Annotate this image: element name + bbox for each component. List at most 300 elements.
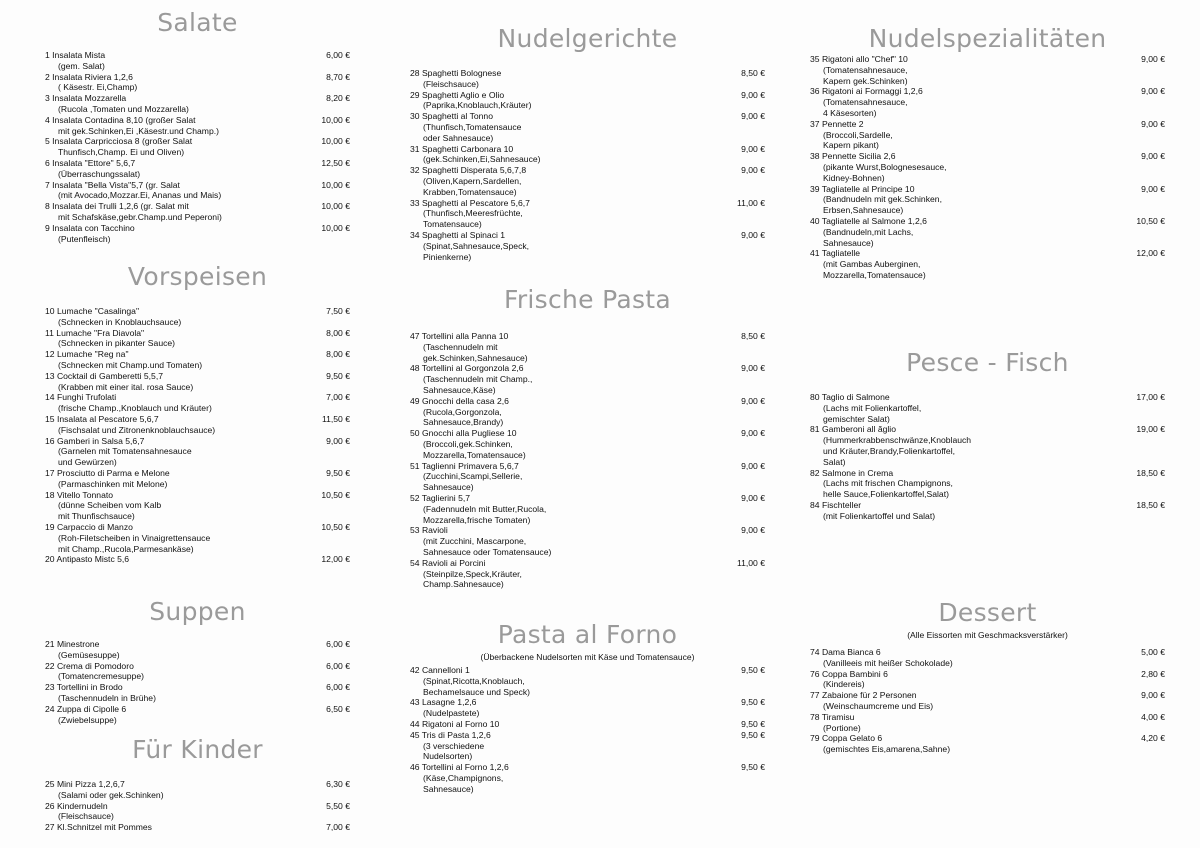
dish-description: Bechamelsauce und Speck): [423, 686, 531, 697]
dish-price: 9,00 €: [741, 428, 765, 439]
dish-description: Sahnesauce): [423, 482, 474, 493]
menu-item: [410, 90, 765, 112]
dish-price: 9,00 €: [741, 525, 765, 536]
dish-name: 28 Spaghetti Bolognese: [410, 68, 502, 78]
menu-item: [410, 230, 765, 262]
menu-item: [410, 461, 765, 493]
menu-item: [810, 151, 1165, 183]
section-title: Salate: [157, 8, 238, 37]
dish-description: (Fadennudeln mit Butter,Rucola,: [423, 503, 547, 514]
menu-item: [45, 436, 350, 468]
menu-item-list: [45, 306, 350, 565]
menu-item: [810, 392, 1165, 424]
dish-description: mit Champ.,Rucola,Parmesankäse): [58, 543, 194, 554]
dish-price: 9,00 €: [741, 111, 765, 122]
dish-price: 8,50 €: [741, 68, 765, 78]
dish-name: 29 Spaghetti Aglio e Olio: [410, 89, 505, 100]
dish-price: 8,50 €: [741, 331, 765, 341]
dish-description: (Nudelpastete): [423, 708, 480, 719]
menu-item: [45, 682, 350, 704]
dish-name: 78 Tiramisu: [810, 711, 855, 722]
dish-name: 12 Lumache "Reg na": [45, 349, 129, 360]
dish-name: 49 Gnocchi della casa 2,6: [410, 395, 509, 406]
dish-name: 8 Insalata dei Trulli 1,2,6 (gr. Salat mit: [45, 201, 189, 212]
dish-description: Champ.Sahnesauce): [423, 579, 504, 590]
dish-description: ( Käsestr. Ei,Champ): [58, 82, 138, 93]
dish-description: (gemischtes Eis,amarena,Sahne): [823, 744, 951, 755]
dish-description: Salat): [823, 456, 846, 467]
dish-description: Kapern gek.Schinken): [823, 75, 908, 86]
dish-price: 18,50 €: [1136, 499, 1165, 510]
menu-section-salate: [45, 8, 350, 244]
dish-description: mit Schafskäse,gebr.Champ.und Peperoni): [58, 211, 222, 222]
menu-item: [45, 115, 350, 137]
dish-description: (Oliven,Kapern,Sardellen,: [423, 175, 522, 186]
menu-item-list: [45, 50, 350, 244]
dish-price: 9,50 €: [741, 697, 765, 708]
menu-item: [410, 363, 765, 395]
dish-description: (3 verschiedene: [423, 740, 485, 751]
dish-description: (Fleischsauce): [423, 78, 479, 89]
dish-price: 9,50 €: [741, 718, 765, 729]
dish-price: 10,50 €: [1136, 215, 1165, 226]
menu-item: [410, 428, 765, 460]
dish-description: (Portione): [823, 722, 861, 733]
section-title: Nudelspezialitäten: [868, 24, 1107, 53]
menu-item: [410, 558, 765, 590]
dish-price: 9,50 €: [741, 762, 765, 773]
dish-name: 76 Coppa Bambini 6: [810, 668, 888, 679]
menu-section-suppen: [45, 597, 350, 725]
menu-item: [810, 119, 1165, 151]
dish-name: 9 Insalata con Tacchino: [45, 222, 135, 233]
dish-name: 74 Dama Bianca 6: [810, 647, 881, 657]
dish-description: gek.Schinken,Sahnesauce): [423, 352, 528, 363]
menu-item: [45, 779, 350, 801]
menu-item-list: [810, 647, 1165, 755]
dish-description: (Tomatencremesuppe): [58, 671, 144, 682]
menu-section-pesce-fisch: [810, 348, 1165, 522]
menu-item: [45, 371, 350, 393]
dish-description: mit gek.Schinken,Ei ,Käsestr.und Champ.): [58, 125, 219, 136]
section-note: (Überbackene Nudelsorten mit Käse und Tomatensauce): [480, 652, 695, 662]
section-title: Dessert: [938, 598, 1037, 627]
dish-name: 38 Pennette Sicilia 2,6: [810, 151, 896, 162]
dish-description: (Zucchini,Scampi,Sellerie,: [423, 471, 523, 482]
menu-item-list: [45, 639, 350, 725]
dish-name: 33 Spaghetti al Pescatore 5,6,7: [410, 197, 530, 208]
dish-name: 35 Rigatoni allo "Chef" 10: [810, 54, 908, 64]
dish-description: Kapern pikant): [823, 140, 879, 151]
menu-item: [45, 72, 350, 94]
dish-name: 5 Insalata Carpricciosa 8 (großer Salat: [45, 136, 193, 147]
dish-description: (Broccoli,gek.Schinken,: [423, 438, 513, 449]
dish-name: 32 Spaghetti Disperata 5,6,7,8: [410, 165, 527, 176]
dish-description: (Bandnudeln mit gek.Schinken,: [823, 194, 942, 205]
dish-description: (Schnecken in pikanter Sauce): [58, 338, 176, 349]
dish-description: (Bandnudeln,mit Lachs,: [823, 226, 914, 237]
dish-price: 11,50 €: [321, 413, 350, 424]
dish-description: (Rucola,Gorgonzola,: [423, 406, 502, 417]
menu-item: [45, 392, 350, 414]
menu-item: [810, 184, 1165, 216]
menu-item: [810, 712, 1165, 734]
dish-description: (Lachs mit Folienkartoffel,: [823, 402, 922, 413]
dish-description: und Kräuter,Brandy,Folienkartoffel,: [823, 445, 956, 456]
dish-price: 6,00 €: [326, 660, 350, 671]
dish-name: 44 Rigatoni al Forno 10: [410, 718, 500, 729]
dish-name: 15 Insalata al Pescatore 5,6,7: [45, 413, 159, 424]
dish-name: 43 Lasagne 1,2,6: [410, 697, 477, 708]
dish-description: Sahnesauce oder Tomatensauce): [423, 546, 552, 557]
dish-description: (Überraschungssalat): [58, 168, 141, 179]
dish-price: 9,50 €: [741, 665, 765, 675]
dish-price: 7,00 €: [326, 822, 350, 833]
dish-name: 26 Kindernudeln: [45, 800, 108, 811]
menu-item: [410, 165, 765, 197]
menu-item: [810, 669, 1165, 691]
dish-price: 9,00 €: [1141, 54, 1165, 64]
dish-price: 8,20 €: [326, 93, 350, 104]
dish-description: Mozzarella,frische Tomaten): [423, 514, 531, 525]
dish-description: (mit Zucchini, Mascarpone,: [423, 536, 527, 547]
dish-name: 39 Tagliatelle al Principe 10: [810, 183, 915, 194]
menu-item: [810, 424, 1165, 467]
dish-description: (gem. Salat): [58, 60, 105, 71]
section-title: Vorspeisen: [127, 262, 268, 291]
dish-name: 25 Mini Pizza 1,2,6,7: [45, 779, 125, 789]
dish-name: 23 Tortellini in Brodo: [45, 682, 123, 693]
dish-name: 77 Zabaione für 2 Personen: [810, 690, 917, 701]
dish-name: 45 Tris di Pasta 1,2,6: [410, 729, 491, 740]
dish-description: mit Thunfischsauce): [58, 511, 135, 522]
dish-description: Sahnesauce,Käse): [423, 384, 496, 395]
dish-description: oder Sahnesauce): [423, 132, 494, 143]
dish-price: 8,70 €: [326, 71, 350, 82]
dish-description: Krabben,Tomatensauce): [423, 186, 517, 197]
dish-price: 6,00 €: [326, 639, 350, 649]
dish-name: 54 Ravioli ai Porcini: [410, 557, 486, 568]
dish-price: 10,00 €: [321, 136, 350, 147]
dish-description: (mit Gambas Auberginen,: [823, 259, 921, 270]
menu-item: [410, 198, 765, 230]
dish-name: 18 Vitello Tonnato: [45, 489, 114, 500]
dish-name: 79 Coppa Gelato 6: [810, 733, 883, 744]
menu-item: [45, 93, 350, 115]
dish-name: 20 Antipasto Mistc 5,6: [45, 554, 130, 565]
dish-price: 9,50 €: [326, 467, 350, 478]
dish-description: (Tomatensahnesauce,: [823, 64, 908, 75]
dish-description: und Gewürzen): [58, 457, 117, 468]
dish-price: 9,00 €: [741, 363, 765, 374]
menu-item: [45, 490, 350, 522]
dish-price: 12,50 €: [321, 157, 350, 168]
menu-item-list: [410, 331, 765, 590]
dish-price: 10,50 €: [321, 521, 350, 532]
dish-name: 81 Gamberoni all ăglio: [810, 424, 896, 435]
dish-name: 17 Prosciutto di Parma e Melone: [45, 467, 170, 478]
dish-name: 41 Tagliatelle: [810, 248, 861, 259]
dish-description: Sahnesauce): [823, 237, 874, 248]
menu-section-dessert: [810, 598, 1165, 755]
dish-price: 10,00 €: [321, 222, 350, 233]
dish-description: (Schnecken in Knoblauchsauce): [58, 316, 182, 327]
dish-description: (Taschennudeln in Brühe): [58, 692, 156, 703]
dish-description: (Putenfleisch): [58, 233, 111, 244]
dish-description: Thunfisch,Champ. Ei und Oliven): [58, 147, 185, 158]
dish-price: 9,00 €: [1141, 183, 1165, 194]
dish-name: 82 Salmone in Crema: [810, 467, 894, 478]
dish-description: (Fischsalat und Zitronenknoblauchsauce): [58, 424, 216, 435]
dish-name: 21 Minestrone: [45, 639, 100, 649]
menu-section-pasta-al-forno: [410, 620, 765, 795]
menu-item: [810, 216, 1165, 248]
menu-item: [810, 690, 1165, 712]
menu-item-list: [45, 779, 350, 833]
dish-name: 47 Tortellini alla Panna 10: [410, 331, 509, 341]
dish-name: 30 Spaghetti al Tonno: [410, 111, 493, 122]
dish-name: 48 Tortellini al Gorgonzola 2,6: [410, 363, 524, 374]
dish-price: 9,00 €: [1141, 690, 1165, 701]
dish-name: 51 Taglienni Primavera 5,6,7: [410, 460, 519, 471]
dish-description: (Paprika,Knoblauch,Kräuter): [423, 100, 532, 111]
dish-description: (Schnecken mit Champ.und Tomaten): [58, 359, 203, 370]
dish-description: Sahnesauce): [423, 783, 474, 794]
dish-name: 14 Funghi Trufolati: [45, 392, 117, 403]
dish-description: (mit Folienkartoffel und Salat): [823, 510, 936, 521]
dish-description: (Taschennudeln mit Champ.,: [423, 374, 533, 385]
menu-item: [45, 349, 350, 371]
dish-name: 3 Insalata Mozzarella: [45, 93, 127, 104]
dish-description: (Taschennudeln mit: [423, 341, 498, 352]
dish-name: 40 Tagliatelle al Salmone 1,2,6: [810, 215, 927, 226]
dish-name: 24 Zuppa di Cipolle 6: [45, 703, 127, 714]
dish-description: Pinienkerne): [423, 251, 472, 262]
dish-price: 6,00 €: [326, 50, 350, 60]
dish-name: 36 Rigatoni ai Formaggi 1,2,6: [810, 86, 923, 97]
dish-price: 9,00 €: [1141, 151, 1165, 162]
dish-name: 37 Pennette 2: [810, 118, 864, 129]
dish-description: (Tomatensahnesauce,: [823, 97, 908, 108]
dish-price: 9,00 €: [1141, 86, 1165, 97]
dish-name: 31 Spaghetti Carbonara 10: [410, 143, 514, 154]
menu-item: [410, 493, 765, 525]
dish-price: 10,00 €: [321, 179, 350, 190]
dish-description: (Vanilleeis mit heißer Schokolade): [823, 657, 953, 668]
dish-description: Erbsen,Sahnesauce): [823, 205, 904, 216]
menu-item: [810, 500, 1165, 522]
dish-name: 53 Ravioli: [410, 525, 448, 536]
dish-description: Mozzarella,Tomatensauce): [823, 269, 926, 280]
menu-item: [410, 396, 765, 428]
dish-price: 10,00 €: [321, 201, 350, 212]
menu-item: [45, 639, 350, 661]
dish-price: 6,50 €: [326, 703, 350, 714]
menu-item: [45, 50, 350, 72]
dish-price: 9,00 €: [741, 395, 765, 406]
section-title: Pesce - Fisch: [906, 348, 1069, 377]
dish-price: 5,00 €: [1141, 647, 1165, 657]
dish-description: (Thunfisch,Meeresfrüchte,: [423, 208, 523, 219]
menu-item: [45, 414, 350, 436]
dish-name: 16 Gamberi in Salsa 5,6,7: [45, 435, 145, 446]
dish-description: Sahnesauce,Brandy): [423, 417, 504, 428]
menu-item-list: [810, 392, 1165, 522]
menu-item-list: [410, 68, 765, 262]
dish-description: (Thunfisch,Tomatensauce: [423, 121, 522, 132]
dish-description: (Käse,Champignons,: [423, 772, 504, 783]
menu-item: [810, 647, 1165, 669]
menu-section-vorspeisen: [45, 262, 350, 565]
dish-price: 6,00 €: [326, 682, 350, 693]
dish-description: (Fleischsauce): [58, 811, 114, 822]
menu-item: [45, 822, 350, 833]
menu-item: [45, 468, 350, 490]
menu-item-list: [810, 54, 1165, 281]
dish-name: 11 Lumache "Fra Diavola": [45, 327, 145, 338]
dish-price: 9,00 €: [326, 435, 350, 446]
dish-name: 10 Lumache "Casalinga": [45, 306, 140, 316]
dish-description: helle Sauce,Folienkartoffel,Salat): [823, 489, 949, 500]
menu-item: [45, 201, 350, 223]
dish-price: 9,00 €: [741, 165, 765, 176]
dish-name: 7 Insalata "Bella Vista"5,7 (gr. Salat: [45, 179, 180, 190]
menu-item: [410, 665, 765, 697]
dish-price: 18,50 €: [1136, 467, 1165, 478]
dish-name: 50 Gnocchi alla Pugliese 10: [410, 428, 517, 439]
dish-name: 34 Spaghetti al Spinaci 1: [410, 229, 506, 240]
menu-item: [410, 697, 765, 719]
dish-description: (Rucola ,Tomaten und Mozzarella): [58, 103, 189, 114]
menu-item: [45, 704, 350, 726]
menu-section-nudelgerichte: [410, 24, 765, 262]
dish-price: 9,00 €: [741, 89, 765, 100]
dish-description: (Zwiebelsuppe): [58, 714, 117, 725]
dish-description: (Weinschaumcreme und Eis): [823, 700, 934, 711]
menu-item: [45, 328, 350, 350]
dish-price: 4,20 €: [1141, 733, 1165, 744]
dish-price: 10,00 €: [321, 114, 350, 125]
menu-item: [410, 730, 765, 762]
dish-description: (Kindereis): [823, 679, 865, 690]
menu-item: [810, 86, 1165, 118]
dish-description: (Lachs mit frischen Champignons,: [823, 478, 953, 489]
menu-item: [45, 661, 350, 683]
dish-price: 10,50 €: [321, 489, 350, 500]
menu-item: [410, 144, 765, 166]
dish-price: 7,50 €: [326, 306, 350, 316]
section-note: (Alle Eissorten mit Geschmacksverstärker): [907, 630, 1068, 640]
dish-price: 9,00 €: [741, 229, 765, 240]
menu-item: [410, 525, 765, 557]
dish-name: 1 Insalata Mista: [45, 50, 106, 60]
menu-section-nudelspezialitaten: [810, 24, 1165, 281]
dish-description: Mozzarella,Tomatensauce): [423, 449, 526, 460]
menu-item: [810, 733, 1165, 755]
menu-item: [810, 248, 1165, 280]
dish-name: 42 Cannelloni 1: [410, 665, 470, 675]
dish-description: (Krabben mit einer ital. rosa Sauce): [58, 381, 194, 392]
dish-description: (Spinat,Sahnesauce,Speck,: [423, 240, 530, 251]
dish-name: 80 Taglio di Salmone: [810, 392, 890, 402]
menu-item: [45, 158, 350, 180]
dish-description: (frische Champ.,Knoblauch und Kräuter): [58, 403, 212, 414]
dish-name: 2 Insalata Riviera 1,2,6: [45, 71, 133, 82]
dish-description: (gek.Schinken,Ei,Sahnesauce): [423, 154, 541, 165]
section-title: Suppen: [149, 597, 246, 626]
menu-item: [410, 111, 765, 143]
dish-name: 6 Insalata "Ettore" 5,6,7: [45, 157, 136, 168]
dish-description: (Gemüsesuppe): [58, 649, 120, 660]
menu-item: [45, 522, 350, 554]
menu-item: [45, 554, 350, 565]
dish-price: 6,30 €: [326, 779, 350, 789]
menu-item: [410, 719, 765, 730]
dish-price: 12,00 €: [321, 554, 350, 565]
section-title: Pasta al Forno: [497, 620, 678, 649]
dish-description: (Roh-Filetscheiben in Vinaigrettensauce: [58, 532, 211, 543]
dish-price: 9,00 €: [1141, 118, 1165, 129]
menu-item: [45, 223, 350, 245]
dish-description: Kidney-Bohnen): [823, 172, 885, 183]
dish-name: 4 Insalata Contadina 8,10 (großer Salat: [45, 114, 196, 125]
dish-price: 11,00 €: [736, 557, 765, 568]
dish-price: 11,00 €: [736, 197, 765, 208]
dish-description: (Steinpilze,Speck,Kräuter,: [423, 568, 522, 579]
dish-name: 22 Crema di Pomodoro: [45, 660, 134, 671]
dish-price: 8,00 €: [326, 327, 350, 338]
dish-price: 9,50 €: [741, 729, 765, 740]
dish-description: (Spinat,Ricotta,Knoblauch,: [423, 675, 525, 686]
menu-item-list: [410, 665, 765, 795]
dish-price: 9,00 €: [741, 460, 765, 471]
dish-description: (dünne Scheiben vom Kalb: [58, 500, 162, 511]
menu-item: [810, 54, 1165, 86]
dish-description: (Hummerkrabbenschwänze,Knoblauch: [823, 435, 972, 446]
dish-price: 19,00 €: [1136, 424, 1165, 435]
dish-name: 27 Kl.Schnitzel mit Pommes: [45, 822, 152, 833]
menu-item: [45, 306, 350, 328]
dish-description: (mit Avocado,Mozzar.Ei, Ananas und Mais): [58, 190, 222, 201]
dish-description: (pikante Wurst,Bolognesesauce,: [823, 161, 947, 172]
menu-item: [410, 331, 765, 363]
dish-description: Tomatensauce): [423, 219, 482, 230]
dish-price: 9,50 €: [326, 370, 350, 381]
dish-description: (Parmaschinken mit Melone): [58, 478, 168, 489]
dish-price: 8,00 €: [326, 349, 350, 360]
dish-name: 52 Taglierini 5,7: [410, 492, 471, 503]
section-title: Für Kinder: [132, 735, 263, 764]
menu-section-frische-pasta: [410, 285, 765, 590]
menu-item: [410, 762, 765, 794]
dish-price: 12,00 €: [1136, 248, 1165, 259]
dish-description: (Garnelen mit Tomatensahnesauce: [58, 446, 192, 457]
section-title: Frische Pasta: [503, 285, 672, 314]
menu-section-fur-kinder: [45, 735, 350, 833]
dish-description: (Broccoli,Sardelle,: [823, 129, 893, 140]
dish-name: 19 Carpaccio di Manzo: [45, 521, 133, 532]
section-title: Nudelgerichte: [497, 24, 678, 53]
dish-price: 4,00 €: [1141, 711, 1165, 722]
menu-item: [45, 801, 350, 823]
dish-description: Nudelsorten): [423, 751, 473, 762]
dish-price: 9,00 €: [741, 492, 765, 503]
dish-name: 84 Fischteller: [810, 499, 862, 510]
dish-description: 4 Käsesorten): [823, 107, 877, 118]
dish-price: 5,50 €: [326, 800, 350, 811]
dish-price: 17,00 €: [1136, 392, 1165, 402]
dish-description: (Salami oder gek.Schinken): [58, 789, 164, 800]
